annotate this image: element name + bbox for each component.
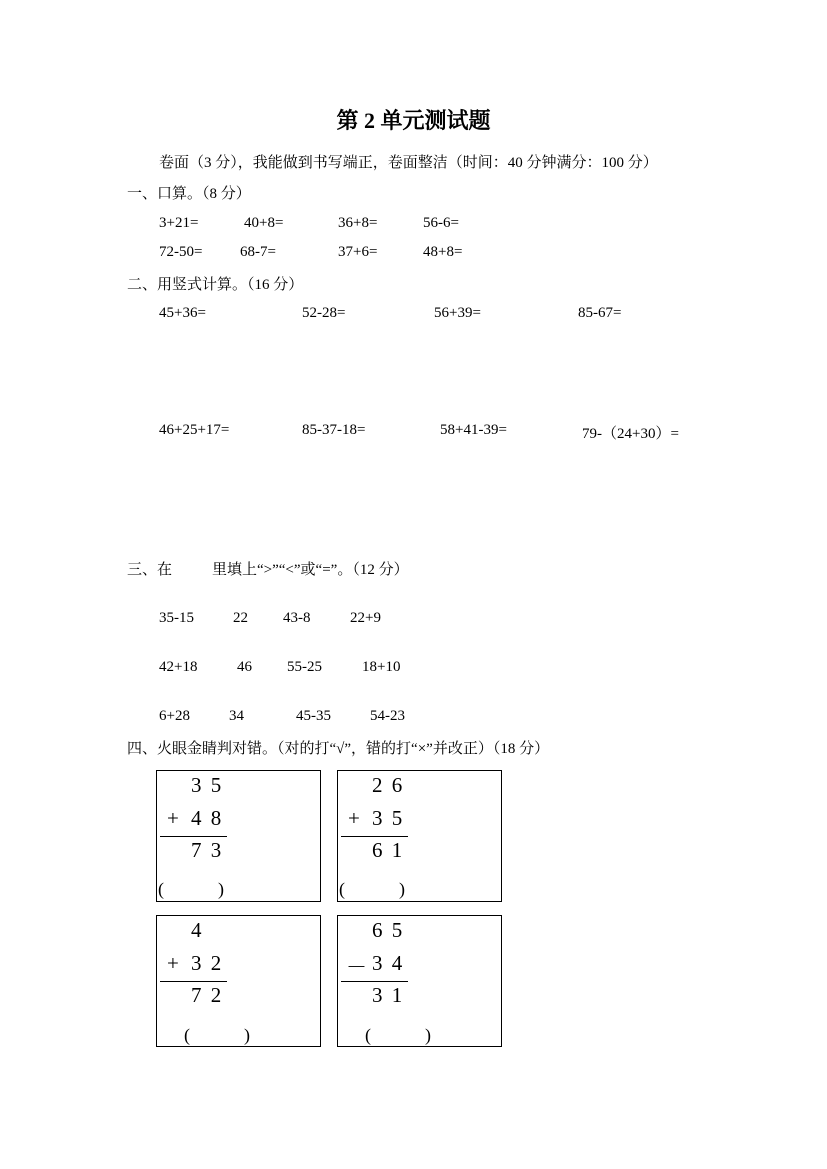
vertical-problem: 45+36=	[159, 305, 206, 321]
check-problem-box	[337, 770, 502, 902]
compare-left: 55-25	[287, 659, 322, 675]
sum-line	[160, 836, 227, 837]
page-title: 第 2 单元测试题	[336, 108, 491, 133]
section-4-heading: 四、火眼金睛判对错。（对的打“√”，错的打“×”并改正）（18 分）	[127, 741, 550, 757]
compare-right: 34	[229, 708, 244, 724]
sum-line	[341, 981, 408, 982]
problem-top-number: 3 5	[191, 773, 224, 797]
section-3-heading-prefix: 三、在	[127, 562, 173, 578]
oral-problem: 37+6=	[338, 244, 378, 260]
compare-right: 46	[237, 659, 252, 675]
vertical-problem: 52-28=	[302, 305, 346, 321]
section-2-heading: 二、用竖式计算。（16 分）	[127, 277, 304, 293]
sum-line	[160, 981, 227, 982]
vertical-problem: 85-67=	[578, 305, 622, 321]
operator-sign: +	[348, 806, 360, 830]
problem-top-number: 6 5	[372, 918, 405, 942]
problem-result: 6 1	[372, 838, 405, 862]
check-problem-box	[156, 915, 321, 1047]
compare-left: 35-15	[159, 610, 194, 626]
problem-bottom-number: 3 2	[191, 951, 224, 975]
oral-problem: 48+8=	[423, 244, 463, 260]
problem-result: 3 1	[372, 983, 405, 1007]
compare-left: 43-8	[283, 610, 311, 626]
compare-left: 42+18	[159, 659, 198, 675]
vertical-problem: 79-（24+30）=	[582, 426, 679, 442]
compare-right: 22+9	[350, 610, 381, 626]
compare-left: 45-35	[296, 708, 331, 724]
operator-sign: +	[167, 951, 179, 975]
vertical-problem: 56+39=	[434, 305, 481, 321]
check-problem-box	[337, 915, 502, 1047]
oral-problem: 3+21=	[159, 215, 199, 231]
answer-parentheses: ( )	[339, 879, 405, 899]
oral-problem: 36+8=	[338, 215, 378, 231]
compare-left: 6+28	[159, 708, 190, 724]
oral-problem: 56-6=	[423, 215, 459, 231]
operator-sign: +	[167, 806, 179, 830]
intro-text: 卷面（3 分），我能做到书写端正，卷面整洁（时间：40 分钟满分：100 分）	[159, 155, 658, 171]
answer-parentheses: ( )	[184, 1025, 250, 1045]
check-problem-box	[156, 770, 321, 902]
compare-right: 22	[233, 610, 248, 626]
vertical-problem: 46+25+17=	[159, 422, 230, 438]
problem-result: 7 3	[191, 838, 224, 862]
problem-result: 7 2	[191, 983, 224, 1007]
problem-top-number: 4	[191, 918, 204, 942]
compare-right: 18+10	[362, 659, 401, 675]
vertical-problem: 58+41-39=	[440, 422, 507, 438]
oral-problem: 68-7=	[240, 244, 276, 260]
answer-parentheses: ( )	[365, 1025, 431, 1045]
problem-bottom-number: 4 8	[191, 806, 224, 830]
compare-right: 54-23	[370, 708, 405, 724]
section-1-heading: 一、口算。（8 分）	[127, 186, 251, 202]
oral-problem: 40+8=	[244, 215, 284, 231]
problem-top-number: 2 6	[372, 773, 405, 797]
answer-parentheses: ( )	[158, 879, 224, 899]
sum-line	[341, 836, 408, 837]
problem-bottom-number: 3 4	[372, 951, 405, 975]
oral-problem: 72-50=	[159, 244, 203, 260]
problem-bottom-number: 3 5	[372, 806, 405, 830]
section-3-heading-suffix: 里填上“>”“<”或“=”。（12 分）	[212, 562, 409, 578]
operator-sign: －	[346, 955, 367, 979]
vertical-problem: 85-37-18=	[302, 422, 366, 438]
